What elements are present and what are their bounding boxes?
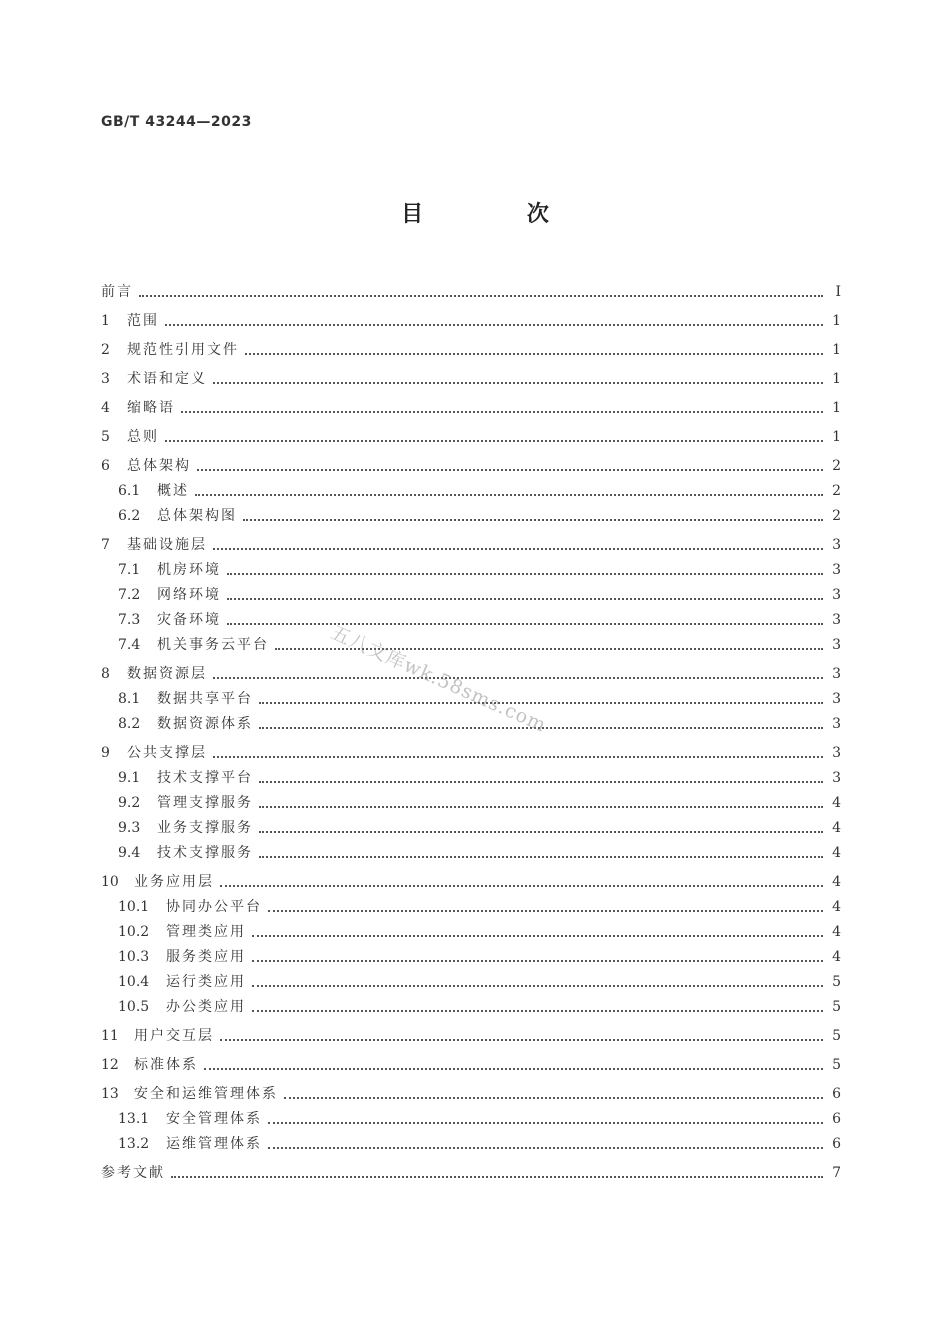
toc-entry-page: 1 <box>832 429 841 445</box>
dot-leader <box>195 494 823 496</box>
toc-entry-number: 10.3 <box>118 949 150 965</box>
toc-entry[interactable] <box>101 863 841 892</box>
toc-entry-page: 5 <box>832 999 841 1015</box>
dot-leader <box>165 324 823 326</box>
toc-entry-label: 规范性引用文件 <box>127 342 239 358</box>
toc-entry-number: 6.2 <box>118 508 141 524</box>
toc-entry[interactable] <box>101 763 841 788</box>
toc-entry[interactable] <box>101 1104 841 1129</box>
dot-leader <box>252 985 823 987</box>
dot-leader <box>268 1122 823 1124</box>
toc-entry-page: 3 <box>832 770 841 786</box>
dot-leader <box>197 469 823 471</box>
toc-entry-number: 6 <box>101 458 110 474</box>
dot-leader <box>252 935 823 937</box>
dot-leader <box>268 910 823 912</box>
dot-leader <box>259 856 823 858</box>
toc-entry-number: 10.1 <box>118 899 150 915</box>
toc-entry[interactable] <box>101 1154 841 1183</box>
toc-entry[interactable] <box>101 630 841 655</box>
toc-entry[interactable] <box>101 501 841 526</box>
toc-entry-number: 8.1 <box>118 691 141 707</box>
toc-entry[interactable] <box>101 892 841 917</box>
toc-entry[interactable] <box>101 967 841 992</box>
dot-leader <box>259 831 823 833</box>
dot-leader <box>213 382 823 384</box>
toc-entry-number: 10.4 <box>118 974 150 990</box>
toc-entry-label: 服务类应用 <box>166 949 246 965</box>
toc-entry[interactable] <box>101 1017 841 1046</box>
dot-leader <box>259 781 823 783</box>
toc-entry-number: 4 <box>101 400 110 416</box>
toc-entry-number: 12 <box>101 1057 119 1073</box>
toc-entry-page: 4 <box>832 874 841 890</box>
toc-entry-number: 11 <box>101 1028 119 1044</box>
toc-entry-page: 4 <box>832 845 841 861</box>
toc-entry[interactable] <box>101 1129 841 1154</box>
toc-entry-number: 6.1 <box>118 483 141 499</box>
toc-entry-page: Ⅰ <box>835 284 841 300</box>
toc-entry-label: 范围 <box>127 313 159 329</box>
dot-leader <box>268 1147 823 1149</box>
toc-entry-label: 机房环境 <box>157 562 221 578</box>
toc-entry-label: 总体架构 <box>127 458 191 474</box>
dot-leader <box>213 548 823 550</box>
dot-leader <box>259 702 823 704</box>
toc-entry[interactable] <box>101 942 841 967</box>
toc-entry-label: 业务支撑服务 <box>157 820 253 836</box>
toc-entry-number: 9.3 <box>118 820 141 836</box>
toc-entry[interactable] <box>101 418 841 447</box>
toc-entry-page: 4 <box>832 924 841 940</box>
toc-entry-page: 4 <box>832 820 841 836</box>
dot-leader <box>181 411 823 413</box>
toc-entry[interactable] <box>101 389 841 418</box>
toc-entry-label: 安全和运维管理体系 <box>134 1086 278 1102</box>
toc-entry-page: 3 <box>832 666 841 682</box>
toc-entry-page: 4 <box>832 949 841 965</box>
toc-entry-number: 10.2 <box>118 924 150 940</box>
toc-entry-page: 1 <box>832 342 841 358</box>
toc-entry-label: 数据资源体系 <box>157 716 253 732</box>
toc-entry-label: 管理类应用 <box>166 924 246 940</box>
toc-entry-page: 4 <box>832 795 841 811</box>
toc-entry-label: 用户交互层 <box>134 1028 214 1044</box>
dot-leader <box>220 885 823 887</box>
dot-leader <box>139 295 823 297</box>
toc-entry-page: 5 <box>832 974 841 990</box>
toc-entry[interactable] <box>101 331 841 360</box>
toc-entry-number: 9.2 <box>118 795 141 811</box>
toc-title: 目 次 <box>401 202 597 227</box>
toc-entry[interactable] <box>101 580 841 605</box>
toc-entry-page: 3 <box>832 691 841 707</box>
toc-entry[interactable] <box>101 302 841 331</box>
toc-entry-number: 9 <box>101 745 110 761</box>
toc-entry[interactable] <box>101 788 841 813</box>
toc-entry-label: 技术支撑平台 <box>157 770 253 786</box>
toc-entry-label: 办公类应用 <box>166 999 246 1015</box>
toc-entry[interactable] <box>101 813 841 838</box>
toc-entry-number: 10 <box>101 874 119 890</box>
toc-entry-label: 数据资源层 <box>127 666 207 682</box>
toc-entry-number: 3 <box>101 371 110 387</box>
dot-leader <box>213 756 823 758</box>
toc-entry-page: 2 <box>832 508 841 524</box>
toc-entry-label: 运行类应用 <box>166 974 246 990</box>
toc-entry[interactable] <box>101 838 841 863</box>
toc-entry-label: 运维管理体系 <box>166 1136 262 1152</box>
toc-entry-label: 安全管理体系 <box>166 1111 262 1127</box>
toc-entry-page: 2 <box>832 483 841 499</box>
toc-entry-label: 前言 <box>101 284 133 300</box>
toc-entry-label: 协同办公平台 <box>166 899 262 915</box>
toc-entry[interactable] <box>101 1046 841 1075</box>
toc-entry[interactable] <box>101 526 841 555</box>
dot-leader <box>213 677 823 679</box>
toc-entry-number: 2 <box>101 342 110 358</box>
toc-entry[interactable] <box>101 476 841 501</box>
toc-entry-label: 数据共享平台 <box>157 691 253 707</box>
dot-leader <box>171 1176 823 1178</box>
toc-entry-number: 9.4 <box>118 845 141 861</box>
toc-entry[interactable] <box>101 1075 841 1104</box>
toc-entry-number: 7.4 <box>118 637 141 653</box>
toc-entry-number: 5 <box>101 429 110 445</box>
dot-leader <box>227 598 823 600</box>
toc-entry-page: 3 <box>832 537 841 553</box>
dot-leader <box>227 623 823 625</box>
toc-entry-number: 7.1 <box>118 562 141 578</box>
toc-entry[interactable] <box>101 605 841 630</box>
toc-entry-page: 3 <box>832 612 841 628</box>
toc-entry-label: 灾备环境 <box>157 612 221 628</box>
toc-entry-page: 2 <box>832 458 841 474</box>
toc-entry-number: 7.2 <box>118 587 141 603</box>
toc-entry-page: 3 <box>832 637 841 653</box>
toc-entry[interactable] <box>101 709 841 734</box>
toc-entry-label: 业务应用层 <box>134 874 214 890</box>
toc-entry-label: 公共支撑层 <box>127 745 207 761</box>
toc-entry-number: 13 <box>101 1086 119 1102</box>
toc-entry-label: 概述 <box>157 483 189 499</box>
toc-entry-page: 1 <box>832 313 841 329</box>
toc-entry-page: 6 <box>832 1136 841 1152</box>
toc-entry-label: 管理支撑服务 <box>157 795 253 811</box>
dot-leader <box>204 1068 823 1070</box>
toc-entry-label: 网络环境 <box>157 587 221 603</box>
toc-entry-number: 13.1 <box>118 1111 150 1127</box>
toc-entry-page: 3 <box>832 716 841 732</box>
toc-entry-label: 技术支撑服务 <box>157 845 253 861</box>
toc-entry-label: 总则 <box>127 429 159 445</box>
toc-entry[interactable] <box>101 273 841 302</box>
dot-leader <box>243 519 823 521</box>
toc-entry-label: 术语和定义 <box>127 371 207 387</box>
toc-entry[interactable] <box>101 917 841 942</box>
toc-entry[interactable] <box>101 992 841 1017</box>
toc-entry-page: 3 <box>832 587 841 603</box>
toc-entry-page: 1 <box>832 371 841 387</box>
toc-entry[interactable] <box>101 360 841 389</box>
toc-entry-page: 6 <box>832 1086 841 1102</box>
toc-entry-label: 总体架构图 <box>157 508 237 524</box>
toc-entry-number: 13.2 <box>118 1136 150 1152</box>
toc-entry-number: 7 <box>101 537 110 553</box>
toc-entry-label: 基础设施层 <box>127 537 207 553</box>
standard-code: GB/T 43244—2023 <box>101 114 252 130</box>
toc-entry-number: 8.2 <box>118 716 141 732</box>
dot-leader <box>259 806 823 808</box>
toc-entry-number: 8 <box>101 666 110 682</box>
table-of-contents <box>101 273 841 1183</box>
watermark: 五八文库wk.58sms.com <box>327 621 550 737</box>
toc-entry-page: 3 <box>832 745 841 761</box>
toc-entry-number: 1 <box>101 313 110 329</box>
toc-entry-page: 4 <box>832 899 841 915</box>
toc-entry[interactable] <box>101 555 841 580</box>
dot-leader <box>284 1097 823 1099</box>
toc-entry-label: 缩略语 <box>127 400 175 416</box>
toc-entry[interactable] <box>101 734 841 763</box>
toc-entry-page: 7 <box>832 1165 841 1181</box>
dot-leader <box>245 353 823 355</box>
dot-leader <box>227 573 823 575</box>
toc-entry-page: 5 <box>832 1057 841 1073</box>
toc-entry-label: 参考文献 <box>101 1165 165 1181</box>
dot-leader <box>252 1010 823 1012</box>
dot-leader <box>252 960 823 962</box>
toc-entry-number: 7.3 <box>118 612 141 628</box>
toc-entry[interactable] <box>101 447 841 476</box>
toc-entry-page: 5 <box>832 1028 841 1044</box>
toc-entry-label: 机关事务云平台 <box>157 637 269 653</box>
toc-entry-page: 1 <box>832 400 841 416</box>
toc-entry-page: 3 <box>832 562 841 578</box>
dot-leader <box>165 440 823 442</box>
toc-entry-number: 10.5 <box>118 999 150 1015</box>
toc-entry-number: 9.1 <box>118 770 141 786</box>
toc-entry-label: 标准体系 <box>134 1057 198 1073</box>
dot-leader <box>220 1039 823 1041</box>
toc-entry-page: 6 <box>832 1111 841 1127</box>
